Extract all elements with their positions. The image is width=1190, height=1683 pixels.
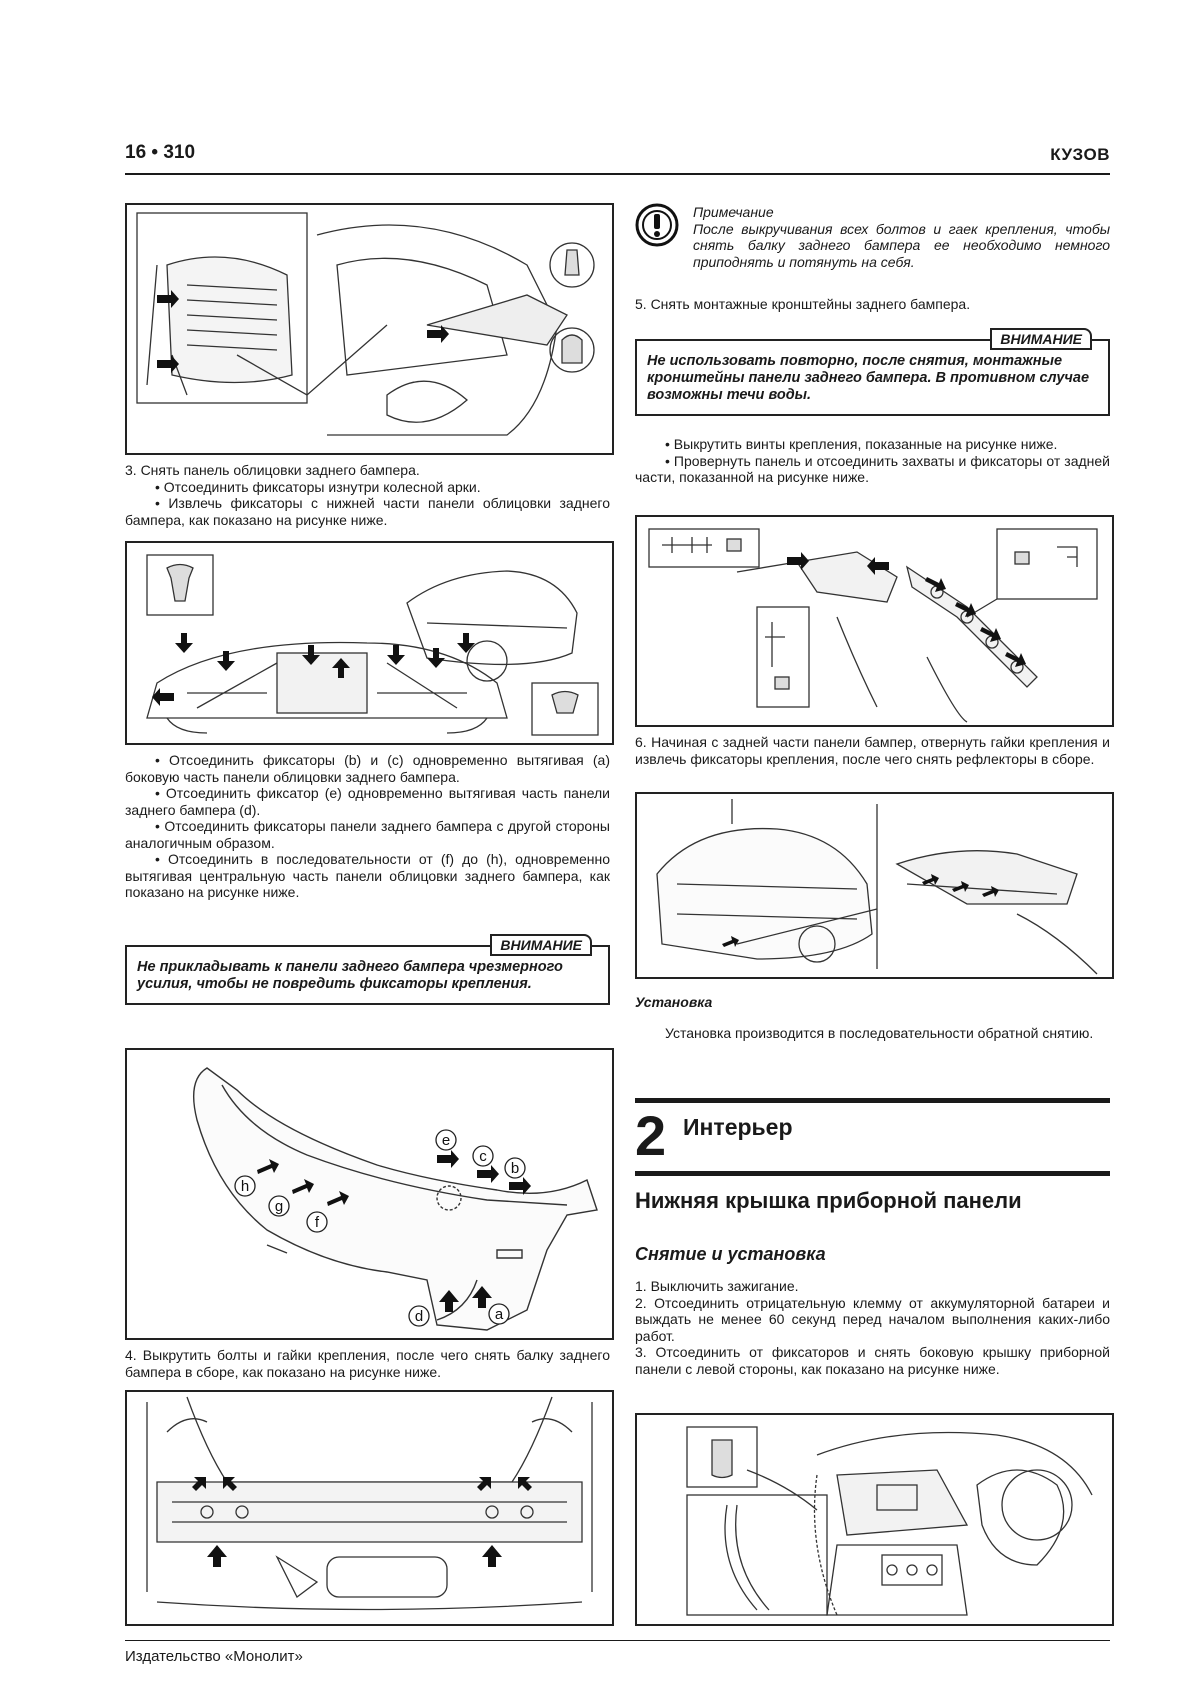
- warning-text-1: Не прикладывать к панели заднего бампера чрезмерного усилия, чтобы не повредить фиксаторы крепления.: [125, 945, 610, 1005]
- figure-mounting-brackets: [635, 515, 1114, 727]
- figure-dashboard-side-cover-drawing: [637, 1415, 1112, 1624]
- section-title: КУЗОВ: [1050, 145, 1110, 164]
- install-title: Установка: [635, 994, 713, 1010]
- chapter-number: 2: [635, 1104, 667, 1167]
- callout-f-label: f: [314, 1214, 320, 1231]
- publisher: Издательство «Монолит»: [125, 1648, 303, 1665]
- bullet-2-1: • Отсоединить фиксаторы (b) и (c) одновременно вытягивая (a) боковую часть панели облицовки заднего бампера.: [125, 752, 610, 785]
- step3-bullet-2: • Извлечь фиксаторы с нижней части панели облицовки заднего бампера, как показано на рисунке ниже.: [125, 495, 610, 528]
- right-bullet-1: • Выкрутить винты крепления, показанные на рисунке ниже.: [665, 436, 1058, 452]
- bullet-2-3: • Отсоединить фиксаторы панели заднего бампера с другой стороны аналогичным образом.: [125, 818, 610, 851]
- header-rule: [125, 173, 1110, 175]
- figure-mounting-brackets-drawing: [637, 517, 1112, 725]
- callout-c-label: c: [479, 1148, 487, 1165]
- step-1: 1. Выключить зажигание.: [635, 1278, 799, 1294]
- chapter-title: Интерьер: [683, 1114, 793, 1140]
- chapter-heading: [635, 1098, 1110, 1167]
- step6-text: 6. Начиная с задней части панели бампер, отвернуть гайки крепления и извлечь фиксаторы крепления, после чего снять рефлекторы в сборе.: [635, 734, 1110, 767]
- warning-text-2: Не использовать повторно, после снятия, монтажные кронштейны панели заднего бампера. В противном случае возможны течи воды.: [635, 339, 1110, 416]
- callout-e-label: e: [441, 1132, 451, 1149]
- step3-bullet-1: • Отсоединить фиксаторы изнутри колесной арки.: [155, 478, 481, 495]
- figure-bumper-beam-drawing: [127, 1392, 612, 1624]
- note-text: После выкручивания всех болтов и гаек крепления, чтобы снять балку заднего бампера ее необходимо немного приподнять и потянуть на себя.: [693, 220, 1110, 270]
- figure-bumper-cover-drawing: [127, 1050, 612, 1338]
- warning-label-2: ВНИМАНИЕ: [990, 328, 1092, 350]
- figure-dashboard-side-cover: [635, 1413, 1114, 1626]
- figure-reflectors-drawing: [637, 794, 1112, 977]
- right-bullet-2: • Провернуть панель и отсоединить захваты и фиксаторы от задней части, показанной на рисунке ниже.: [635, 452, 1110, 485]
- figure-bumper-beam: [125, 1390, 614, 1626]
- step4-text: 4. Выкрутить болты и гайки крепления, после чего снять балку заднего бампера в сборе, как показано на рисунке ниже.: [125, 1347, 610, 1380]
- figure-bumper-cover: [125, 1048, 614, 1340]
- callout-a-label: a: [494, 1306, 504, 1323]
- figure-reflectors: [635, 792, 1114, 979]
- subsection-rule: [635, 1171, 1110, 1176]
- figure-tail-light-drawing: [127, 205, 612, 453]
- bullet-2-2: • Отсоединить фиксатор (e) одновременно вытягивая часть панели заднего бампера (d).: [125, 785, 610, 818]
- callout-g-label: g: [274, 1198, 284, 1215]
- chapter-rule: [635, 1098, 1110, 1103]
- step-3: 3. Отсоединить от фиксаторов и снять боковую крышку приборной панели с левой стороны, как показано на рисунке ниже.: [635, 1344, 1110, 1377]
- callout-d-label: d: [414, 1308, 424, 1325]
- figure-bumper-underside-drawing: [127, 543, 612, 743]
- step5-text: 5. Снять монтажные кронштейны заднего бампера.: [635, 296, 971, 312]
- bullet-2-4: • Отсоединить в последовательности от (f) до (h), одновременно вытягивая центральную часть панели облицовки заднего бампера, как показано на рисунке ниже.: [125, 851, 610, 900]
- note-title: Примечание: [693, 204, 774, 220]
- step-2: 2. Отсоединить отрицательную клемму от аккумуляторной батареи и выждать не менее 60 секунд перед началом выполнения каких-либо работ.: [635, 1294, 1110, 1344]
- footer-rule: [125, 1640, 1110, 1641]
- warning-box-1: [125, 937, 610, 1005]
- subsection-title: Нижняя крышка приборной панели: [635, 1188, 1022, 1213]
- callout-b-label: b: [510, 1160, 520, 1177]
- warning-label-1: ВНИМАНИЕ: [490, 934, 592, 956]
- step3-title: 3. Снять панель облицовки заднего бампера.: [125, 462, 420, 478]
- figure-tail-light: [125, 203, 614, 455]
- warning-box-2: [635, 331, 1110, 416]
- figure-bumper-underside: [125, 541, 614, 745]
- subsubsection-title: Снятие и установка: [635, 1244, 826, 1264]
- install-text: Установка производится в последовательности обратной снятию.: [665, 1024, 1094, 1041]
- callout-h-label: h: [240, 1178, 250, 1195]
- page-number: 16 • 310: [125, 142, 196, 163]
